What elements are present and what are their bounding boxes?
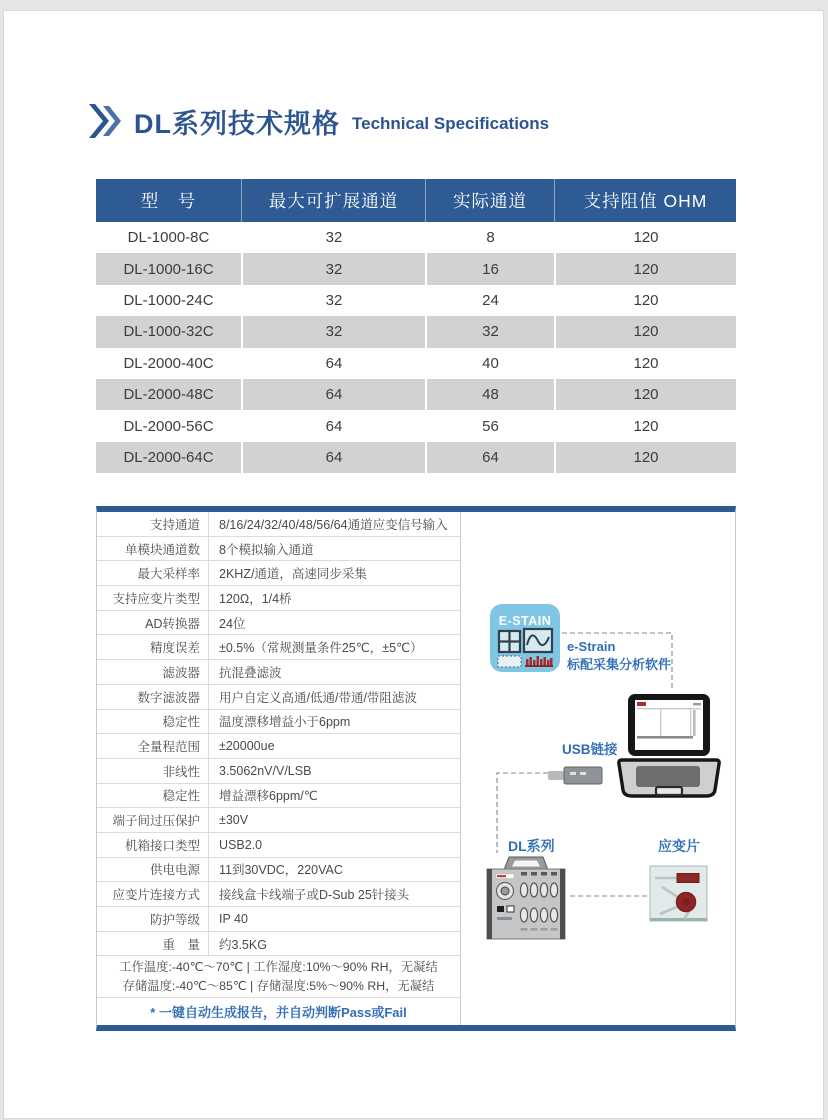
spec-label: 稳定性 [97, 710, 209, 734]
wave-glyph [524, 629, 552, 652]
spec-value: 11到30VDC，220VAC [219, 863, 343, 878]
spec-row [97, 932, 460, 957]
model-name-cell: DL-1000-16C [123, 260, 214, 278]
spec-row [97, 882, 460, 907]
value-cell: 16 [425, 253, 554, 284]
grid-glyph [499, 631, 520, 652]
spec-row [97, 808, 460, 833]
spec-value: 2KHZ/通道，高速同步采集 [219, 567, 367, 582]
value-cell: 120 [554, 253, 736, 284]
dashed-box-glyph [498, 656, 521, 667]
column-header: 型 号 [140, 191, 197, 211]
spec-label: 最大采样率 [97, 561, 209, 585]
spec-value: 增益漂移6ppm/℃ [219, 789, 318, 804]
value-cell: 120 [554, 442, 736, 473]
value-cell: 120 [554, 410, 736, 441]
footnote: * 一键自动生成报告，并自动判断Pass或Fail [150, 1005, 407, 1021]
model-name-cell: DL-1000-24C [123, 291, 214, 309]
spec-label: 支持应变片类型 [97, 586, 209, 610]
table-row [96, 316, 736, 347]
value-cell: 40 [425, 348, 554, 379]
model-name-cell: DL-2000-64C [123, 448, 214, 466]
spec-value: 接线盒卡线端子或D-Sub 25针接头 [219, 888, 410, 903]
value-cell: 120 [554, 316, 736, 347]
model-name-cell: DL-2000-48C [123, 386, 214, 404]
estain-icon-label: E-STAIN [498, 614, 552, 628]
section-header [86, 99, 549, 143]
value-cell: 8 [425, 222, 554, 253]
spec-value: 24位 [219, 616, 246, 631]
value-cell: 64 [241, 379, 425, 410]
table-row [96, 442, 736, 473]
connection-diagram [461, 512, 735, 1025]
double-chevron-icon [86, 102, 126, 140]
model-name-cell: DL-1000-8C [127, 229, 210, 247]
model-name-cell: DL-2000-40C [123, 354, 214, 372]
usb-label: USB链接 [562, 742, 618, 757]
value-cell: 120 [554, 222, 736, 253]
table-row [96, 379, 736, 410]
spec-table [97, 512, 461, 1025]
spec-row [97, 858, 460, 883]
spec-value: IP 40 [219, 911, 248, 926]
spec-row [97, 734, 460, 759]
value-cell: 120 [554, 348, 736, 379]
spec-row [97, 635, 460, 660]
spec-row [97, 586, 460, 611]
value-cell: 32 [241, 222, 425, 253]
spec-value: ±20000ue [219, 739, 275, 754]
spec-value: 抗混叠滤波 [219, 665, 282, 680]
spec-label: 重 量 [97, 932, 209, 956]
software-label-line2: 标配采集分析软件 [567, 657, 672, 672]
model-name-cell: DL-2000-56C [123, 417, 214, 435]
value-cell: 64 [425, 442, 554, 473]
spec-row [97, 907, 460, 932]
value-cell: 64 [241, 410, 425, 441]
spec-label: 机箱接口类型 [97, 833, 209, 857]
spec-value: USB2.0 [219, 837, 263, 852]
spec-label: 稳定性 [97, 784, 209, 808]
estain-app-icon [490, 604, 560, 672]
spec-label: 支持通道 [97, 512, 209, 536]
spec-value: 用户自定义高通/低通/带通/带阻滤波 [219, 690, 417, 705]
spec-label: 全量程范围 [97, 734, 209, 758]
spec-label: 防护等级 [97, 907, 209, 931]
software-label-line1: e-Strain [567, 639, 616, 654]
spec-label: 单模块通道数 [97, 537, 209, 561]
strain-gauge-illustration [650, 866, 707, 921]
env-line-1: 工作温度:-40℃～70℃ | 工作湿度:10%～90% RH，无凝结 [119, 959, 438, 974]
value-cell: 120 [554, 285, 736, 316]
spec-row [97, 611, 460, 636]
spec-label: 端子间过压保护 [97, 808, 209, 832]
gauge-label: 应变片 [658, 838, 700, 854]
spec-row [97, 537, 460, 562]
spec-value: 8个模拟输入通道 [219, 542, 314, 557]
table-row [96, 253, 736, 284]
spec-value: 3.5062nV/V/LSB [219, 763, 312, 778]
spec-panel [96, 506, 736, 1031]
spec-value: ±30V [219, 813, 249, 828]
spec-value: ±0.5%（常规测量条件25℃，±5℃） [219, 641, 423, 656]
spec-label: 非线性 [97, 759, 209, 783]
device-label: DL系列 [508, 838, 555, 854]
value-cell: 32 [425, 316, 554, 347]
dl-device-illustration [487, 857, 565, 939]
table-row [96, 410, 736, 441]
usb-plug-icon [548, 767, 602, 784]
env-line-2: 存储温度:-40℃～85℃ | 存储湿度:5%～90% RH，无凝结 [122, 978, 435, 993]
value-cell: 32 [241, 316, 425, 347]
spec-label: 滤波器 [97, 660, 209, 684]
spec-label: AD转换器 [97, 611, 209, 635]
spec-row [97, 710, 460, 735]
spec-label: 精度误差 [97, 635, 209, 659]
column-header: 支持阻值 OHM [554, 179, 736, 222]
table-row [96, 222, 736, 253]
spec-value: 120Ω，1/4桥 [219, 591, 292, 606]
column-header: 实际通道 [425, 179, 554, 222]
column-header: 最大可扩展通道 [241, 179, 425, 222]
value-cell: 32 [241, 253, 425, 284]
spec-value: 温度漂移增益小于6ppm [219, 715, 351, 730]
spec-label: 供电电源 [97, 858, 209, 882]
environment-row [97, 956, 460, 998]
value-cell: 64 [241, 442, 425, 473]
spec-row [97, 759, 460, 784]
value-cell: 24 [425, 285, 554, 316]
spec-label: 应变片连接方式 [97, 882, 209, 906]
spec-value: 8/16/24/32/40/48/56/64通道应变信号输入 [219, 517, 448, 532]
value-cell: 120 [554, 379, 736, 410]
value-cell: 32 [241, 285, 425, 316]
model-table-header [96, 179, 736, 222]
value-cell: 48 [425, 379, 554, 410]
spec-row [97, 512, 460, 537]
spec-row [97, 660, 460, 685]
table-row [96, 285, 736, 316]
laptop-illustration [619, 694, 719, 796]
table-row [96, 348, 736, 379]
model-table-rows [96, 222, 736, 473]
page-subtitle: Technical Specifications [352, 114, 550, 133]
model-table [96, 179, 736, 473]
document-card [3, 10, 824, 1119]
spec-label: 数字滤波器 [97, 685, 209, 709]
spec-row [97, 784, 460, 809]
value-cell: 56 [425, 410, 554, 441]
value-cell: 64 [241, 348, 425, 379]
spec-rows [97, 512, 460, 956]
spec-row [97, 561, 460, 586]
page-title: DL系列技术规格 [134, 108, 340, 139]
spec-row [97, 833, 460, 858]
spec-row [97, 685, 460, 710]
spec-value: 约3.5KG [219, 937, 267, 952]
model-name-cell: DL-1000-32C [123, 323, 214, 341]
